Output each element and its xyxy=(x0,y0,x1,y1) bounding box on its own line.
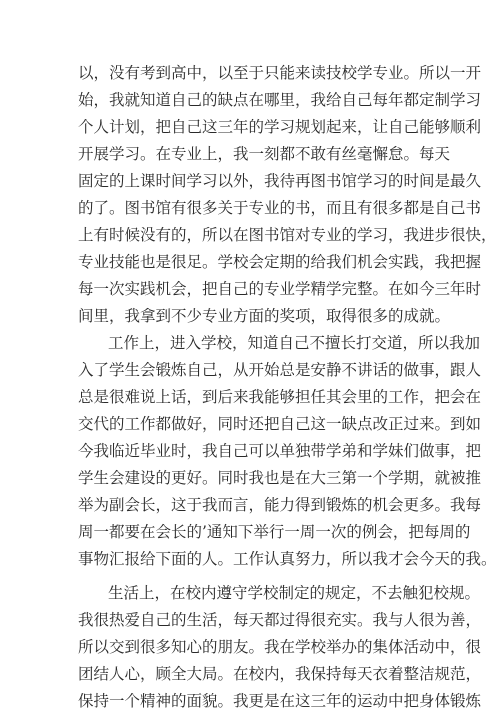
text-line: 的了。图书馆有很多关于专业的书，而且有很多都是自己书 xyxy=(78,199,482,217)
text-line: 保持一个精神的面貌。我更是在这三年的运动中把身体锻炼 xyxy=(78,692,482,710)
text-line: 上有时候没有的，所以在图书馆对专业的学习，我进步很快， xyxy=(78,226,497,244)
text-line: 学生会建设的更好。同时我也是在大三第一个学期，就被推 xyxy=(78,469,482,487)
text-line: 举为副会长，这于我而言，能力得到锻炼的机会更多。我每 xyxy=(78,496,482,514)
text-line: 个人计划，把自己这三年的学习规划起来，让自己能够顺利 xyxy=(78,118,482,136)
text-line: 开展学习。在专业上，我一刻都不敢有丝毫懈怠。每天 xyxy=(78,145,451,163)
text-line: 每一次实践机会，把自己的专业学精学完整。在如今三年时 xyxy=(78,280,482,298)
text-line: 生活上，在校内遵守学校制定的规定，不去触犯校规。 xyxy=(108,584,481,602)
text-line: 我很热爱自己的生活，每天都过得很充实。我与人很为善， xyxy=(78,611,482,629)
text-line: 周一都要在会长的’通知下举行一周一次的例会，把每周的 xyxy=(78,523,471,541)
text-line: 固定的上课时间学习以外，我待再图书馆学习的时间是最久 xyxy=(78,172,482,190)
text-line: 交代的工作都做好，同时还把自己这一缺点改正过来。到如 xyxy=(78,415,482,433)
text-line: 间里，我拿到不少专业方面的奖项，取得很多的成就。 xyxy=(78,307,451,325)
text-line: 以，没有考到高中，以至于只能来读技校学专业。所以一开 xyxy=(78,64,482,82)
text-line: 入了学生会锻炼自己，从开始总是安静不讲话的做事，跟人 xyxy=(78,361,482,379)
text-line: 事物汇报给下面的人。工作认真努力，所以我才会今天的我。 xyxy=(78,550,497,568)
text-line: 工作上，进入学校，知道自己不擅长打交道，所以我加 xyxy=(108,334,481,352)
text-line: 始，我就知道自己的缺点在哪里，我给自己每年都定制学习 xyxy=(78,91,482,109)
text-line: 今我临近毕业时，我自己可以单独带学弟和学妹们做事，把 xyxy=(78,442,482,460)
text-line: 总是很难说上话，到后来我能够担任其会里的工作，把会在 xyxy=(78,388,482,406)
text-line: 团结人心，顾全大局。在校内，我保持每天衣着整洁规范， xyxy=(78,665,482,683)
text-line: 所以交到很多知心的朋友。我在学校举办的集体活动中，很 xyxy=(78,638,482,656)
text-line: 专业技能也是很足。学校会定期的给我们机会实践，我把握 xyxy=(78,253,482,271)
